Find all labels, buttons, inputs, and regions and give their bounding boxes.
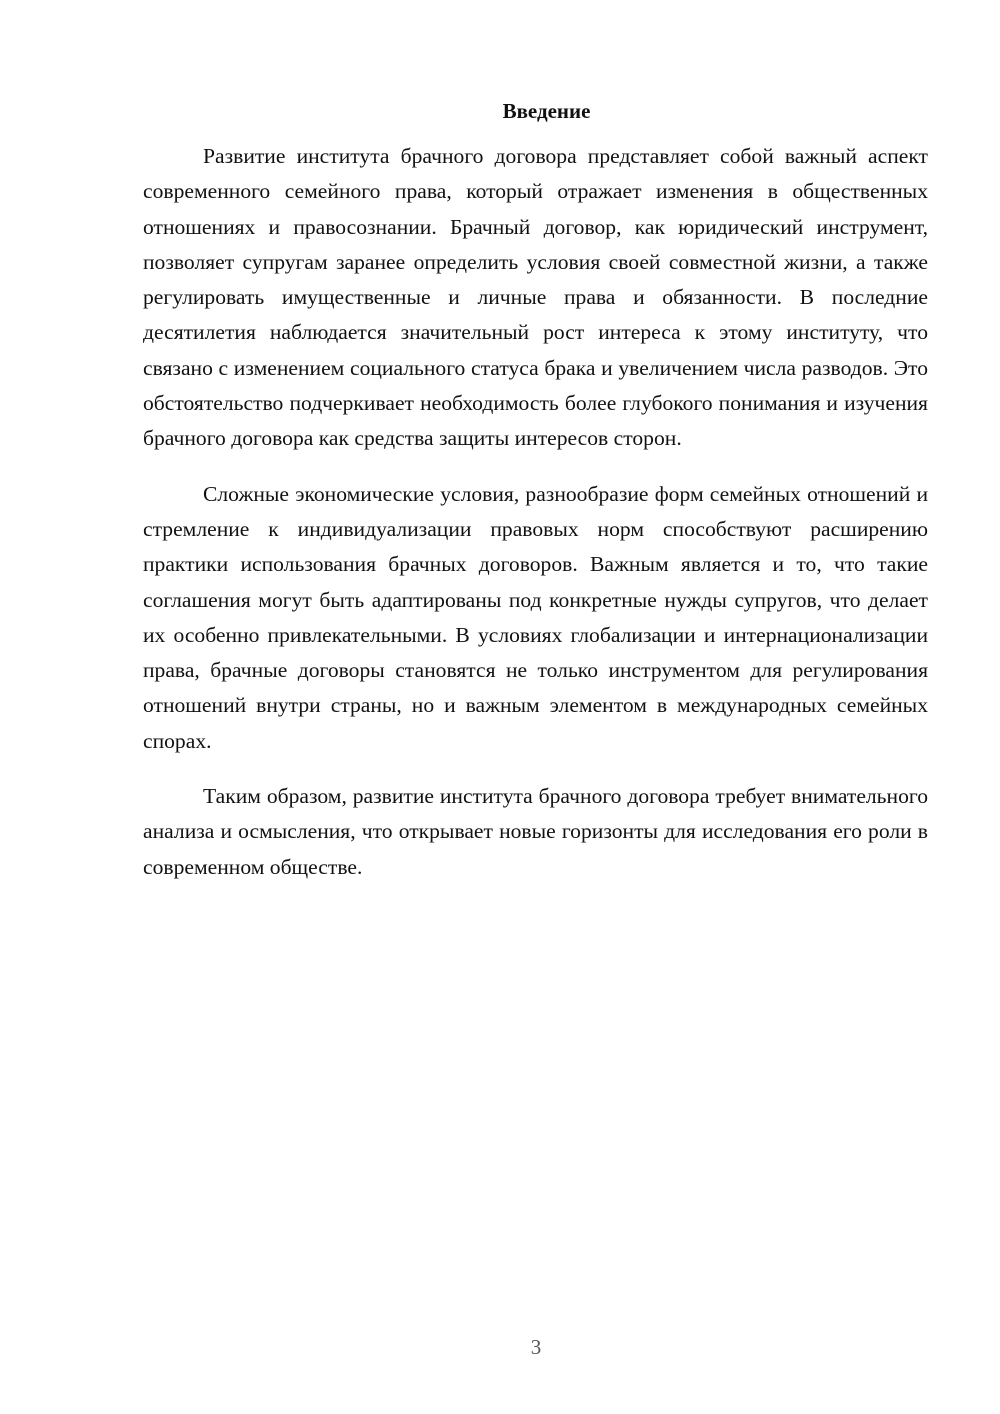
page-content xyxy=(143,94,928,885)
section-heading: Введение xyxy=(502,99,591,123)
paragraph-2: Сложные экономические условия, разнообразие форм семейных отношений и стремление к индивидуализации правовых норм способствуют расширению практики использования брачных договоров. Важным является и то, что такие соглашения могут быть адаптированы под конкретные нужды супругов, что делает их особенно привлекательными. В условиях глобализации и интернационализации права, брачные договоры становятся не только инструментом для регулирования отношений внутри страны, но и важным элементом в международных семейных спорах. xyxy=(143,481,928,753)
page-number: 3 xyxy=(530,1335,542,1359)
paragraph-1: Развитие института брачного договора представляет собой важный аспект современного семейного права, который отражает изменения в общественных отношениях и правосознании. Брачный договор, как юридический инструмент, позволяет супругам заранее определить условия своей совместной жизни, а также регулировать имущественные и личные права и обязанности. В последние десятилетия наблюдается значительный рост интереса к этому институту, что связано с изменением социального статуса брака и увеличением числа разводов. Это обстоятельство подчеркивает необходимость более глубокого понимания и изучения брачного договора как средства защиты интересов сторон. xyxy=(143,144,928,451)
paragraph-3: Таким образом, развитие института брачного договора требует внимательного анализа и осмысления, что открывает новые горизонты для исследования его роли в современном обществе. xyxy=(143,784,928,879)
